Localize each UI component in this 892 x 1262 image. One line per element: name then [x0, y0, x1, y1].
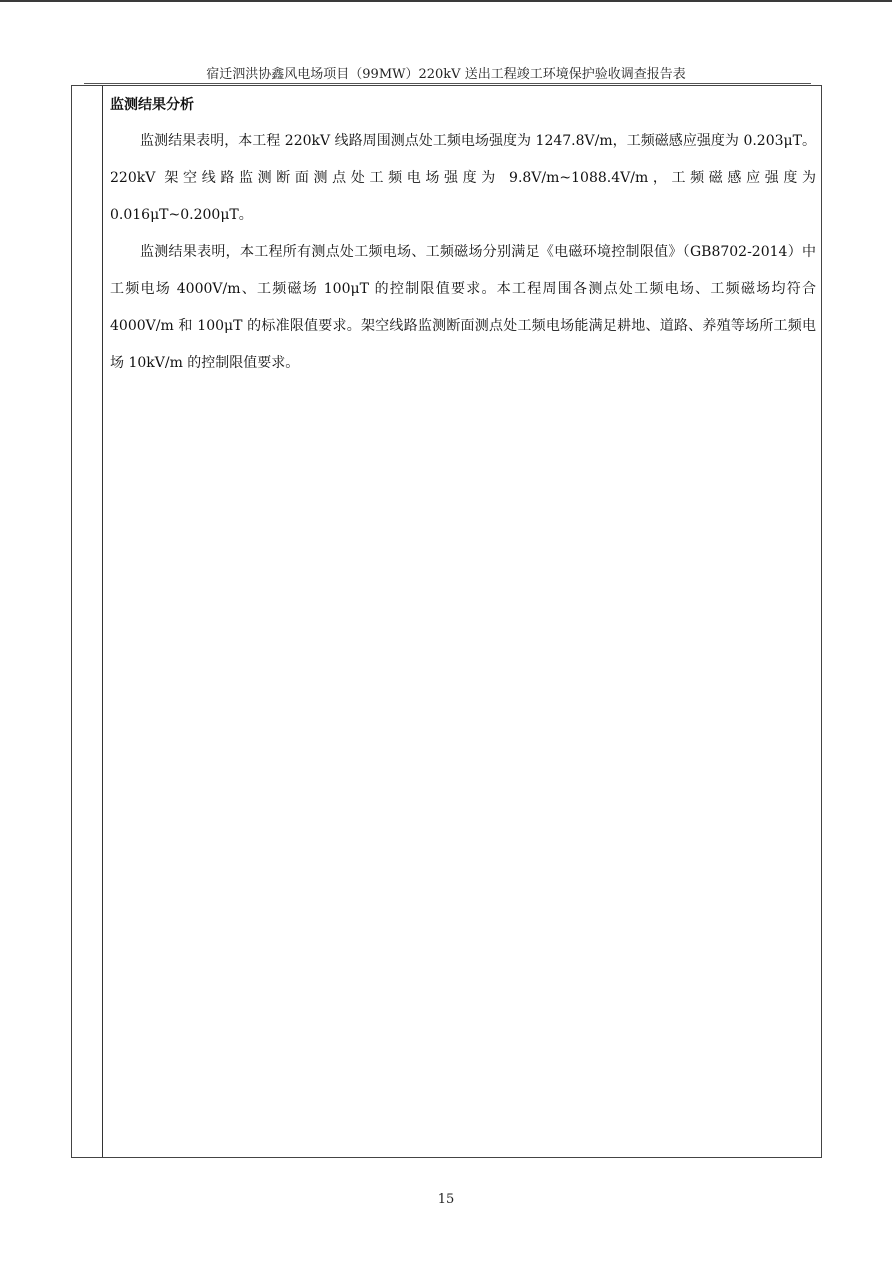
header-rule: [84, 83, 811, 84]
table-content-cell: [110, 94, 816, 382]
report-table: [71, 85, 822, 1158]
section-title: 监测结果分析: [110, 97, 194, 113]
table-left-column: [72, 86, 103, 1157]
paragraph-1: 监测结果表明，本工程 220kV 线路周围测点处工频电场强度为 1247.8V/m，工频磁感应强度为 0.203μT。220kV 架空线路监测断面测点处工频电场强度为 9.8V/m~1088.4V/m，工频磁感应强度为 0.016μT~0.200μT。: [110, 133, 816, 223]
running-header: 宿迁泗洪协鑫风电场项目（99MW）220kV 送出工程竣工环境保护验收调查报告表: [206, 67, 686, 82]
top-border-rule: [0, 0, 892, 2]
paragraph-2: 监测结果表明，本工程所有测点处工频电场、工频磁场分别满足《电磁环境控制限值》（GB8702-2014）中工频电场 4000V/m、工频磁场 100μT 的控制限值要求。本工程周围各测点处工频电场、工频磁场均符合 4000V/m 和 100μT 的标准限值要求。架空线路监测断面测点处工频电场能满足耕地、道路、养殖等场所工频电场 10kV/m 的控制限值要求。: [110, 244, 816, 371]
page-number: 15: [437, 1192, 455, 1207]
